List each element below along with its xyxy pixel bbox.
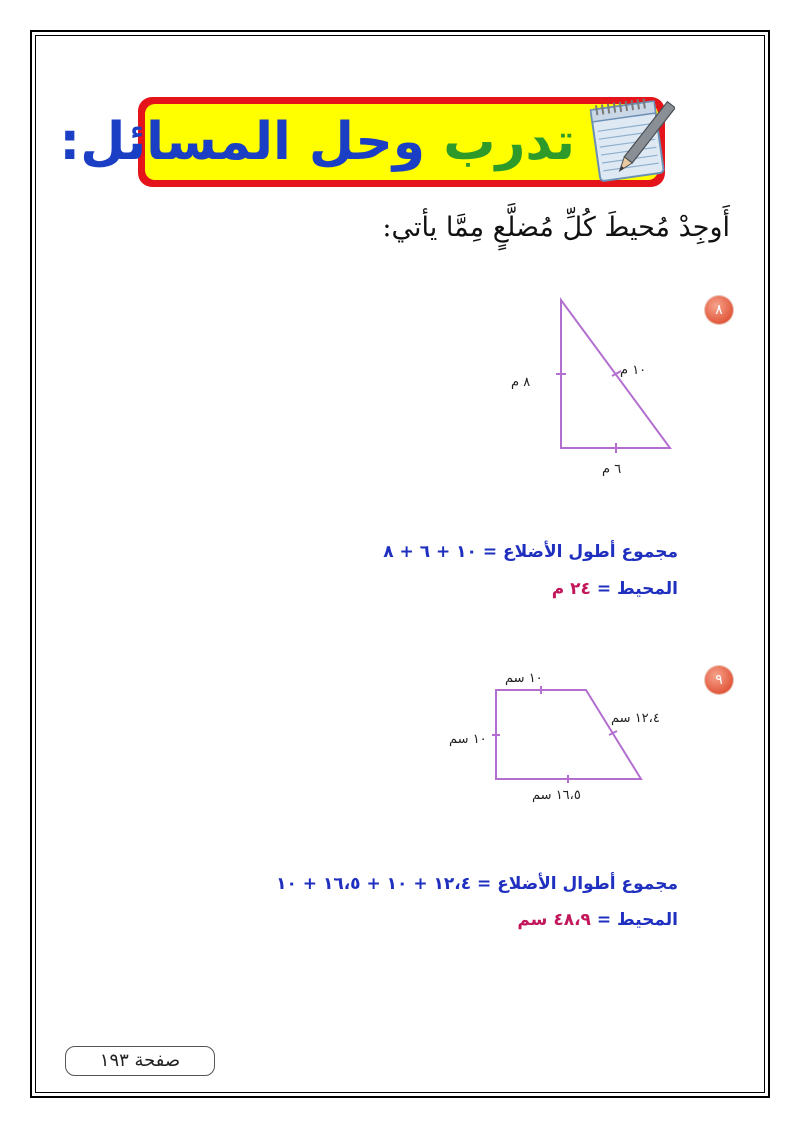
page-frame-inner <box>35 35 765 1093</box>
right-triangle-figure <box>540 290 690 465</box>
perimeter-value: ٢٤ م <box>551 579 591 599</box>
title-banner <box>59 97 665 187</box>
problem-8-badge <box>705 296 733 324</box>
sum-value: ١٠ + ٦ + ٨ <box>383 542 477 562</box>
page-number-box: صفحة ١٩٣ <box>65 1046 215 1076</box>
sum-label: مجموع أطوال الأضلاع = <box>477 874 678 894</box>
problem-9-sum-line <box>276 874 678 894</box>
perimeter-label: المحيط = <box>596 579 678 599</box>
banner-title <box>59 105 575 179</box>
trapezoid-label-right: ١٢،٤ سم <box>611 711 660 726</box>
trapezoid-label-left: ١٠ سم <box>449 732 487 747</box>
problem-8-number: ٨ <box>715 302 723 318</box>
triangle-label-left: ٨ م <box>511 375 531 390</box>
perimeter-value: ٤٨،٩ سم <box>517 910 591 930</box>
trapezoid-label-top: ١٠ سم <box>505 671 543 686</box>
instruction-text: أَوجِدْ مُحيطَ كُلِّ مُضلَّعٍ مِمَّا يأتي: <box>382 212 730 243</box>
banner-word-2: وحل <box>308 112 426 172</box>
problem-8-perimeter-line <box>552 579 678 599</box>
sum-value: ١٢،٤ + ١٠ + ١٦،٥ + ١٠ <box>276 874 472 894</box>
trapezoid-figure <box>480 680 660 790</box>
perimeter-label: المحيط = <box>596 910 678 930</box>
notepad-pencil-icon <box>583 91 675 187</box>
banner-word-3: المسائل: <box>59 112 291 172</box>
trapezoid-label-bottom: ١٦،٥ سم <box>532 788 581 803</box>
sum-label: مجموع أطول الأضلاع = <box>482 542 678 562</box>
problem-9-badge <box>705 666 733 694</box>
triangle-label-bottom: ٦ م <box>602 462 622 477</box>
triangle-label-hypotenuse: ١٠ م <box>620 363 647 378</box>
problem-8-sum-line <box>383 542 678 562</box>
problem-9-number: ٩ <box>715 672 723 688</box>
banner-word-1: تدرب <box>443 112 575 172</box>
problem-9-perimeter-line <box>517 910 678 930</box>
